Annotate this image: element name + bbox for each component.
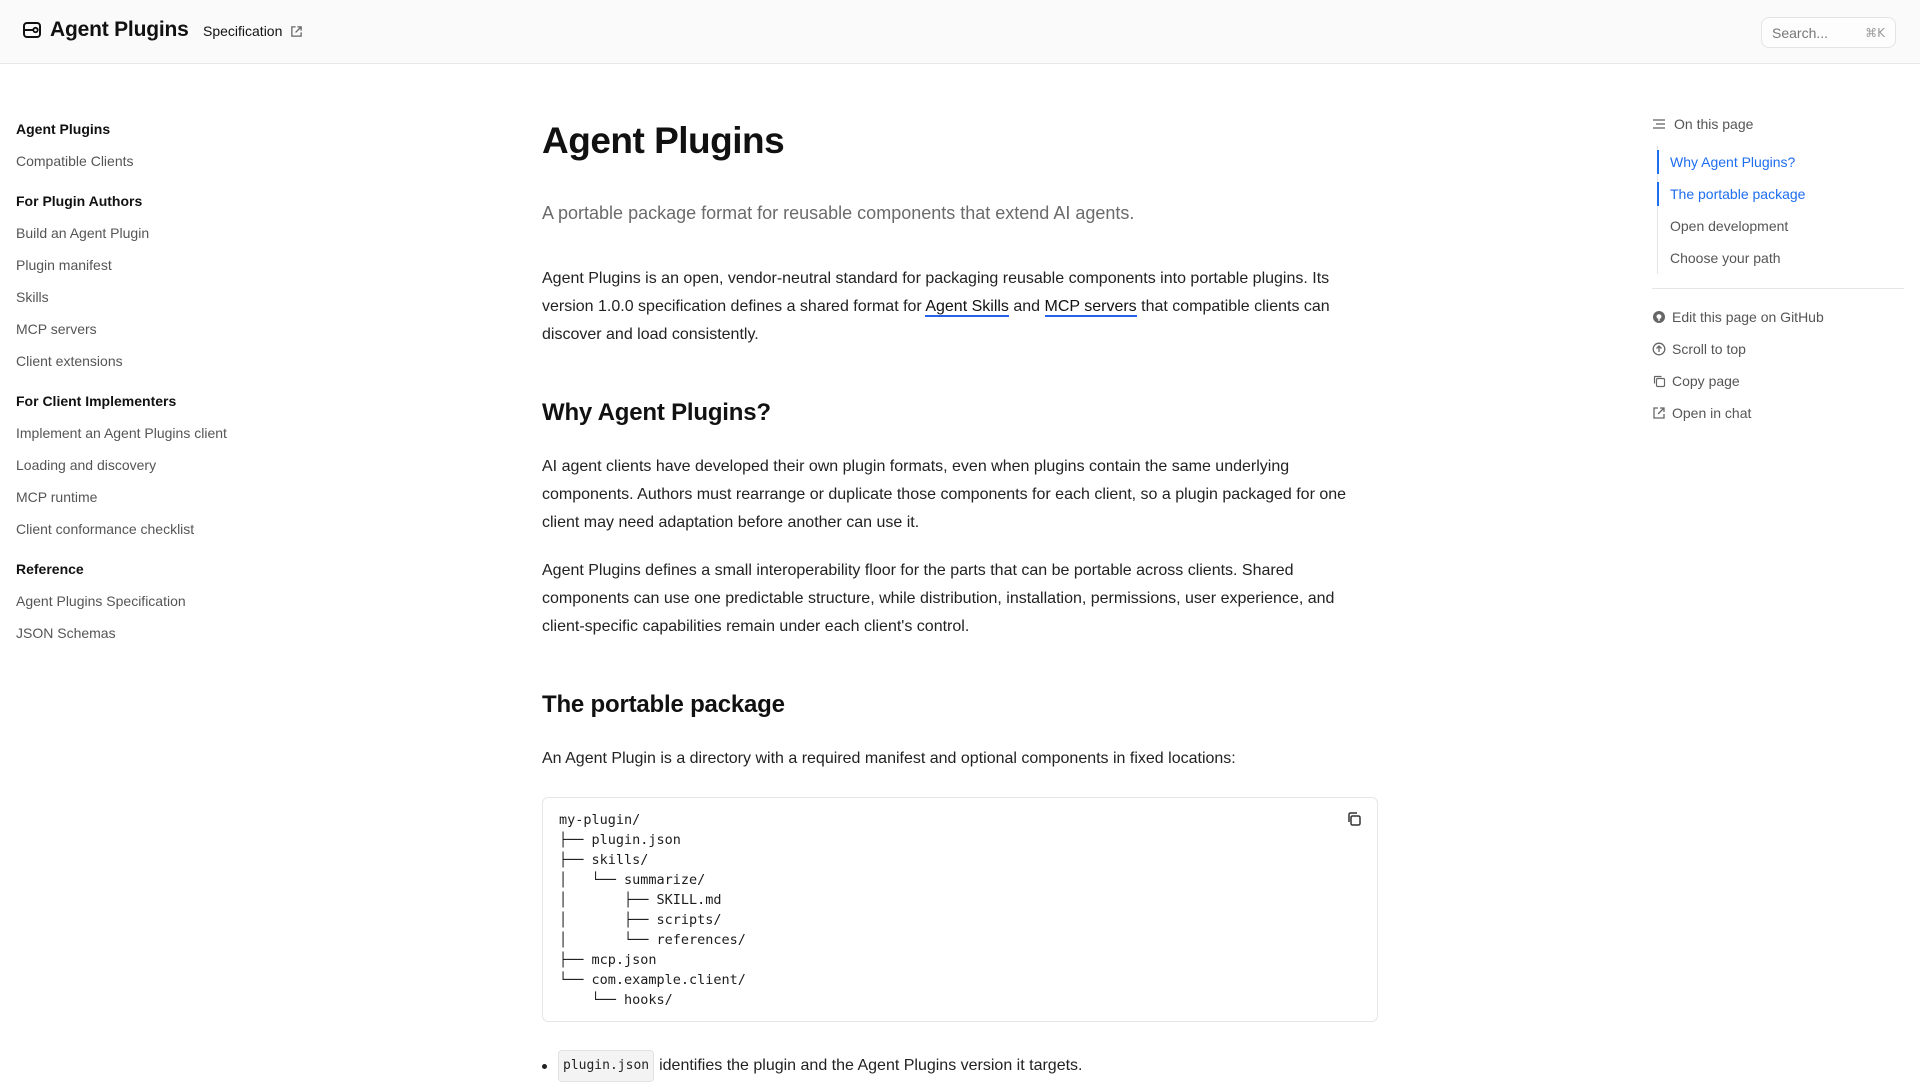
package-paragraph: An Agent Plugin is a directory with a required manifest and optional components in fixed locations: xyxy=(542,750,1236,767)
code-line: ├── plugin.json xyxy=(559,832,681,848)
site-logo[interactable] xyxy=(22,18,189,42)
code-line: │ ├── SKILL.md xyxy=(559,892,722,908)
toc-divider xyxy=(1652,288,1904,289)
plugin-logo-icon xyxy=(22,20,42,40)
code-line: │ └── summarize/ xyxy=(559,872,706,888)
code-line: ├── mcp.json xyxy=(559,952,657,968)
code-line: my-plugin/ xyxy=(559,812,641,828)
github-icon xyxy=(1652,310,1666,324)
sidebar-item-mcp-runtime[interactable]: MCP runtime xyxy=(16,489,98,505)
page-subtitle: A portable package format for reusable components that extend AI agents. xyxy=(542,203,1135,223)
code-line: └── com.example.client/ xyxy=(559,972,746,988)
open-in-chat-label: Open in chat xyxy=(1672,405,1752,421)
copy-page-label: Copy page xyxy=(1672,373,1740,389)
list-item-text: identifies the plugin and the Agent Plugins version it targets. xyxy=(659,1057,1083,1074)
search-shortcut-badge: ⌘K xyxy=(1865,25,1885,40)
page-title: Agent Plugins xyxy=(542,120,785,161)
sidebar-item-conformance-checklist[interactable]: Client conformance checklist xyxy=(16,521,195,537)
code-block xyxy=(542,797,1378,1022)
top-navbar xyxy=(0,0,1920,64)
sidebar-heading-plugin-authors: For Plugin Authors xyxy=(16,193,143,209)
specification-link[interactable] xyxy=(203,23,303,39)
inline-code: plugin.json xyxy=(558,1050,654,1082)
external-link-icon xyxy=(1652,406,1666,420)
sidebar-item-specification[interactable]: Agent Plugins Specification xyxy=(16,593,186,609)
toc-heading xyxy=(1652,114,1904,134)
code-line: ├── skills/ xyxy=(559,852,649,868)
toc-list xyxy=(1657,146,1904,274)
sidebar-group xyxy=(16,190,276,372)
arrow-up-circle-icon xyxy=(1652,342,1666,356)
section-heading-why: Why Agent Plugins? xyxy=(542,399,771,426)
agent-skills-link[interactable]: Agent Skills xyxy=(925,298,1009,315)
component-list xyxy=(542,1050,1378,1082)
intro-paragraph xyxy=(542,265,1378,349)
list-icon xyxy=(1652,117,1666,131)
code-line: │ └── references/ xyxy=(559,932,746,948)
intro-text: and xyxy=(1008,298,1045,315)
sidebar-item-skills[interactable]: Skills xyxy=(16,289,49,305)
table-of-contents xyxy=(1652,114,1904,429)
sidebar-item-loading-discovery[interactable]: Loading and discovery xyxy=(16,457,157,473)
sidebar-item-implement-client[interactable]: Implement an Agent Plugins client xyxy=(16,425,227,441)
list-item xyxy=(542,1050,1378,1082)
code-line: │ ├── scripts/ xyxy=(559,912,722,928)
copy-page-button[interactable] xyxy=(1652,365,1904,397)
sidebar-item-mcp-servers[interactable]: MCP servers xyxy=(16,321,97,337)
page-actions xyxy=(1652,301,1904,429)
open-in-chat-button[interactable] xyxy=(1652,397,1904,429)
copy-icon[interactable] xyxy=(1345,810,1363,828)
intro-text: that compatible clients can discover and load consistently. xyxy=(542,298,1330,343)
code-line: └── hooks/ xyxy=(559,992,673,1008)
scroll-to-top-button[interactable] xyxy=(1652,333,1904,365)
sidebar-group xyxy=(16,558,276,644)
sidebar-group xyxy=(16,390,276,540)
edit-on-github-label: Edit this page on GitHub xyxy=(1672,309,1824,325)
edit-on-github-link[interactable] xyxy=(1652,301,1904,333)
sidebar-item-compatible-clients[interactable]: Compatible Clients xyxy=(16,153,134,169)
sidebar-item-plugin-manifest[interactable]: Plugin manifest xyxy=(16,257,112,273)
intro-text: Agent Plugins is an open, vendor-neutral standard for packaging reusable components into portable plugins. Its version 1.0.0 specification defines a shared format for xyxy=(542,270,1330,315)
sidebar-item-json-schemas[interactable]: JSON Schemas xyxy=(16,625,116,641)
external-link-icon xyxy=(290,25,303,38)
toc-heading-label: On this page xyxy=(1674,116,1754,132)
main-content xyxy=(542,118,1378,1082)
sidebar-item-build-plugin[interactable]: Build an Agent Plugin xyxy=(16,225,150,241)
toc-item-choose-your-path[interactable]: Choose your path xyxy=(1670,250,1781,266)
sidebar-heading-client-implementers: For Client Implementers xyxy=(16,393,177,409)
sidebar-group xyxy=(16,118,276,172)
specification-link-label: Specification xyxy=(203,23,283,39)
sidebar-nav xyxy=(16,118,276,662)
search-button[interactable] xyxy=(1761,17,1896,48)
search-placeholder: Search... xyxy=(1772,24,1829,41)
toc-item-open-development[interactable]: Open development xyxy=(1670,218,1789,234)
why-paragraph-1: AI agent clients have developed their own plugin formats, even when plugins contain the same underlying components. Authors must rearrange or duplicate those components for each client, so a plugin packaged for one client may need adaptation before another can use it. xyxy=(542,458,1347,531)
copy-icon xyxy=(1652,374,1666,388)
why-paragraph-2: Agent Plugins defines a small interoperability floor for the parts that can be portable across clients. Shared components can use one predictable structure, while distribution, installation, permissions, user experience, and client-specific capabilities remain under each client's control. xyxy=(542,562,1335,635)
mcp-servers-link[interactable]: MCP servers xyxy=(1044,298,1137,315)
bullet-dot xyxy=(542,1064,547,1069)
toc-item-portable-package[interactable]: The portable package xyxy=(1658,178,1904,210)
site-title: Agent Plugins xyxy=(50,18,189,41)
scroll-to-top-label: Scroll to top xyxy=(1672,341,1746,357)
sidebar-heading-reference: Reference xyxy=(16,561,84,577)
section-heading-portable-package: The portable package xyxy=(542,691,785,718)
sidebar-heading-agent-plugins[interactable]: Agent Plugins xyxy=(16,121,111,137)
sidebar-item-client-extensions[interactable]: Client extensions xyxy=(16,353,123,369)
toc-item-why-agent-plugins[interactable]: Why Agent Plugins? xyxy=(1658,146,1904,178)
